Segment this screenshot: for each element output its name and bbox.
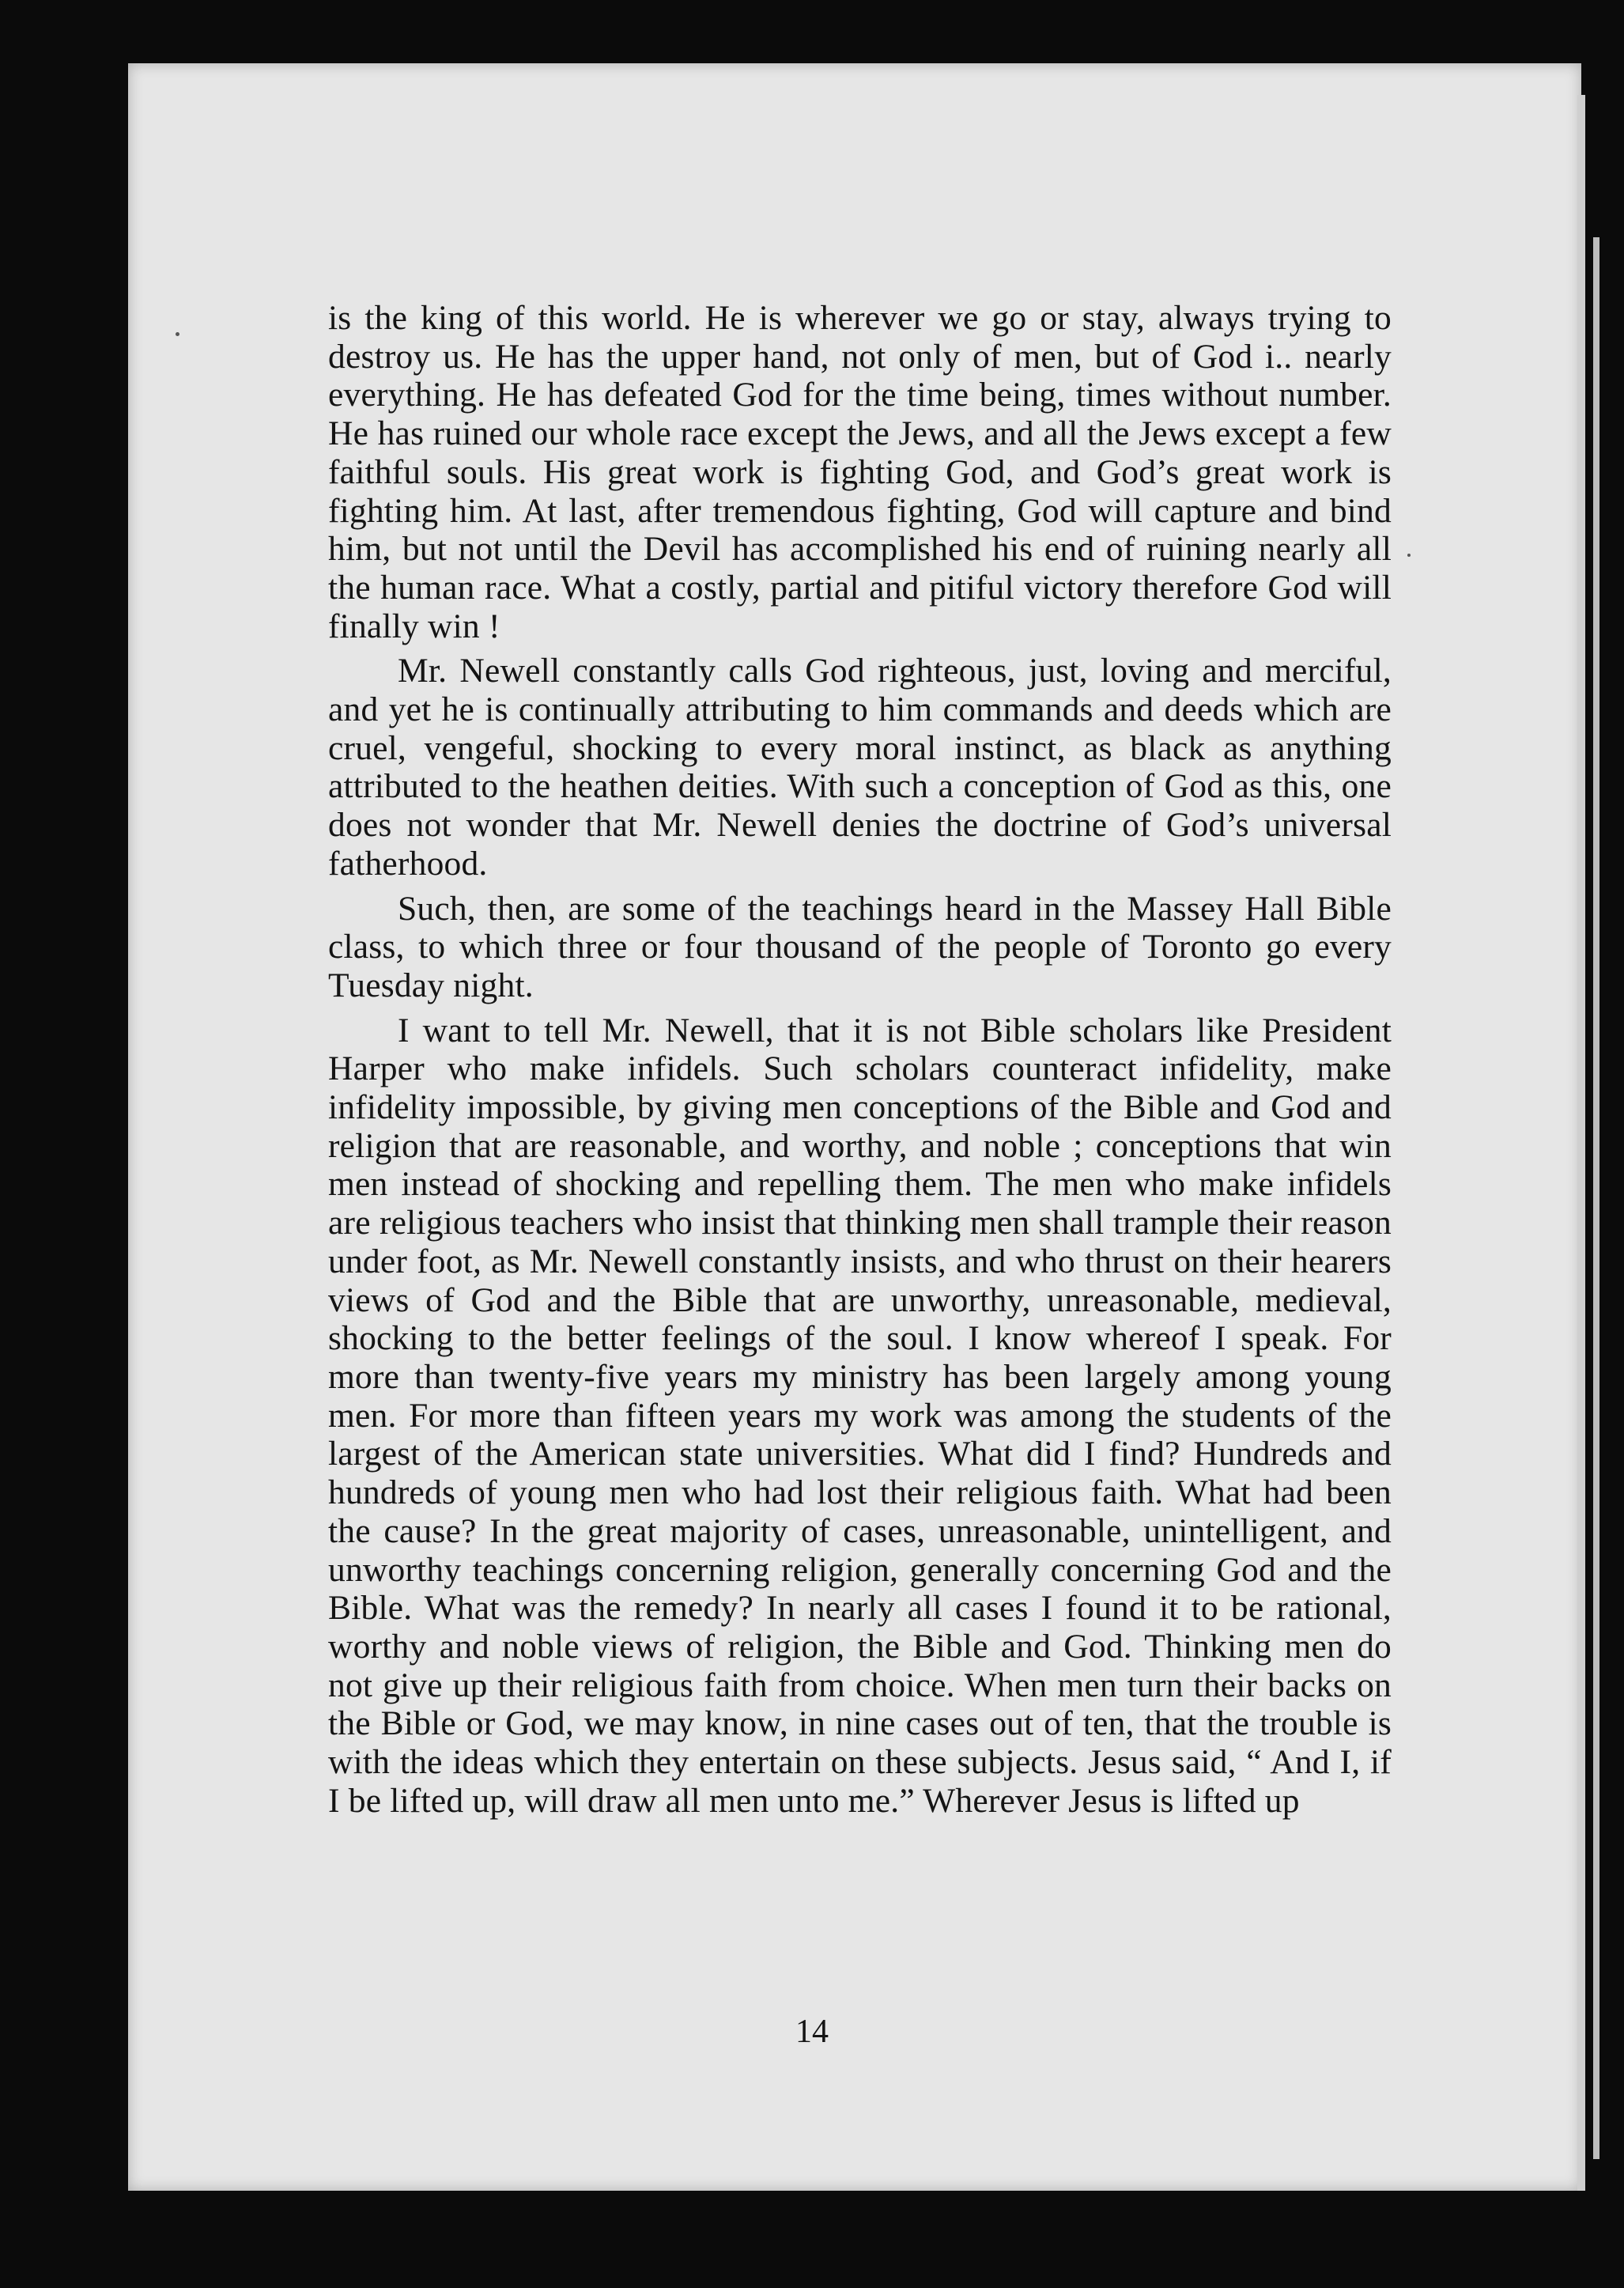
dust-speck [176,332,179,336]
body-text [328,299,1392,1820]
paragraph: is the king of this world. He is wherever we go or stay, always trying to destroy us. He has the upper hand, not only of men, but of God i.. nearly everything. He has defeated God for the time being, times without number. He has ruined our whole race except the Jews, and all the Jews except a few faithful souls. His great work is fighting God, and God’s great work is fighting him. At last, after tremendous fighting, God will capture and bind him, but not until the Devil has accomplished his end of ruining nearly all the human race. What a costly, partial and pitiful victory therefore God will finally win ! [328,299,1392,645]
page-edge-shadow [1593,237,1599,2159]
dust-speck [1407,554,1411,557]
paragraph: Mr. Newell constantly calls God righteous, just, loving and merciful, and yet he is continually attributing to him commands and deeds which are cruel, vengeful, shocking to every moral instinct, as black as anything attributed to the heathen deities. With such a conception of God as this, one does not wonder that Mr. Newell denies the doctrine of God’s universal fatherhood. [328,652,1392,883]
page-edge [1577,95,1585,2191]
page-number: 14 [795,2014,829,2050]
paragraph: I want to tell Mr. Newell, that it is not Bible scholars like President Harper who make infidels. Such scholars counteract infidelity, make infidelity impossible, by giving men conceptions of the Bible and God and religion that are reasonable, and worthy, and noble ; conceptions that win men instead of shocking and repelling them. The men who make infidels are religious teachers who insist that thinking men shall trample their reason under foot, as Mr. Newell constantly insists, and who thrust on their hearers views of God and the Bible that are unworthy, unreasonable, medieval, shocking to the better feelings of the soul. I know whereof I speak. For more than twenty-five years my ministry has been largely among young men. For more than fifteen years my work was among the students of the largest of the American state universities. What did I find? Hundreds and hundreds of young men who had lost their religious faith. What had been the cause? In the great majority of cases, unreasonable, unintelligent, and unworthy teachings concerning religion, generally concerning God and the Bible. What was the remedy? In nearly all cases I found it to be rational, worthy and noble views of religion, the Bible and God. Thinking men do not give up their religious faith from choice. When men turn their backs on the Bible or God, we may know, in nine cases out of ten, that the trouble is with the ideas which they entertain on these subjects. Jesus said, “ And I, if I be lifted up, will draw all men unto me.” Wherever Jesus is lifted up [328,1011,1392,1820]
paragraph: Such, then, are some of the teachings heard in the Massey Hall Bible class, to which three or four thousand of the people of Toronto go every Tuesday night. [328,889,1392,1004]
